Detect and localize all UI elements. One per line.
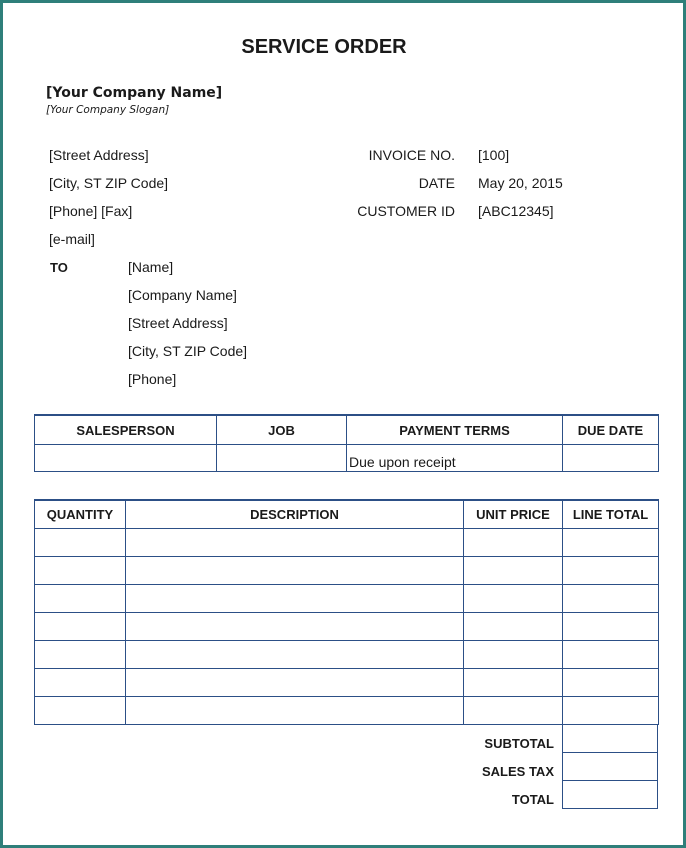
quantity-cell[interactable] [35,585,126,613]
salesperson-cell[interactable] [35,445,217,472]
recipient-city: [City, ST ZIP Code] [128,343,248,359]
totals-table [562,724,658,809]
order-info-header-row [35,415,659,445]
line-total-cell[interactable] [563,585,659,613]
total-cell[interactable] [563,781,658,809]
document-title: SERVICE ORDER [241,36,407,58]
date-label: DATE [418,175,455,191]
job-cell[interactable] [217,445,347,472]
quantity-cell[interactable] [35,557,126,585]
payment-terms-header: PAYMENT TERMS [347,415,563,445]
recipient-company: [Company Name] [128,287,237,303]
customer-id-value: [ABC12345] [478,203,554,219]
line-total-cell[interactable] [563,697,659,725]
sender-email: [e-mail] [49,231,95,247]
line-item-row [35,557,659,585]
line-total-cell[interactable] [563,641,659,669]
line-items-header-row [35,500,659,529]
line-total-cell[interactable] [563,557,659,585]
company-slogan: [Your Company Slogan] [46,104,170,116]
description-cell[interactable] [126,613,464,641]
salesperson-header: SALESPERSON [35,415,217,445]
unit-price-cell[interactable] [464,669,563,697]
invoice-no-label: INVOICE NO. [368,147,455,163]
line-item-row [35,669,659,697]
line-total-cell[interactable] [563,613,659,641]
due-date-cell[interactable] [563,445,659,472]
company-name: [Your Company Name] [46,85,223,101]
line-item-row [35,585,659,613]
recipient-street: [Street Address] [128,315,228,331]
sales-tax-cell[interactable] [563,753,658,781]
sender-city: [City, ST ZIP Code] [49,175,169,191]
payment-terms-value: Due upon receipt [349,454,456,470]
sender-phone-fax: [Phone] [Fax] [49,203,133,219]
quantity-cell[interactable] [35,669,126,697]
quantity-cell[interactable] [35,697,126,725]
sales-tax-label: SALES TAX [482,764,554,779]
description-header: DESCRIPTION [126,500,464,529]
quantity-cell[interactable] [35,641,126,669]
unit-price-cell[interactable] [464,529,563,557]
line-item-row [35,613,659,641]
line-item-row [35,641,659,669]
unit-price-cell[interactable] [464,641,563,669]
unit-price-cell[interactable] [464,613,563,641]
line-item-row [35,697,659,725]
line-items-table [34,499,659,725]
line-total-header: LINE TOTAL [563,500,659,529]
line-total-cell[interactable] [563,669,659,697]
subtotal-cell[interactable] [563,725,658,753]
order-info-row [35,445,659,472]
customer-id-label: CUSTOMER ID [357,203,455,219]
description-cell[interactable] [126,669,464,697]
recipient-name: [Name] [128,259,174,275]
description-cell[interactable] [126,529,464,557]
date-value: May 20, 2015 [478,175,563,191]
description-cell[interactable] [126,557,464,585]
order-info-table [34,414,659,472]
description-cell[interactable] [126,697,464,725]
invoice-no-value: [100] [478,147,510,163]
description-cell[interactable] [126,585,464,613]
unit-price-cell[interactable] [464,697,563,725]
line-total-cell[interactable] [563,529,659,557]
payment-terms-cell[interactable] [347,445,563,472]
due-date-header: DUE DATE [563,415,659,445]
subtotal-label: SUBTOTAL [484,736,554,751]
quantity-header: QUANTITY [35,500,126,529]
unit-price-cell[interactable] [464,557,563,585]
line-item-row [35,529,659,557]
to-label: TO [50,260,68,275]
description-cell[interactable] [126,641,464,669]
recipient-phone: [Phone] [128,371,177,387]
quantity-cell[interactable] [35,613,126,641]
sender-street: [Street Address] [49,147,149,163]
job-header: JOB [217,415,347,445]
quantity-cell[interactable] [35,529,126,557]
unit-price-header: UNIT PRICE [464,500,563,529]
unit-price-cell[interactable] [464,585,563,613]
total-label: TOTAL [511,792,554,807]
